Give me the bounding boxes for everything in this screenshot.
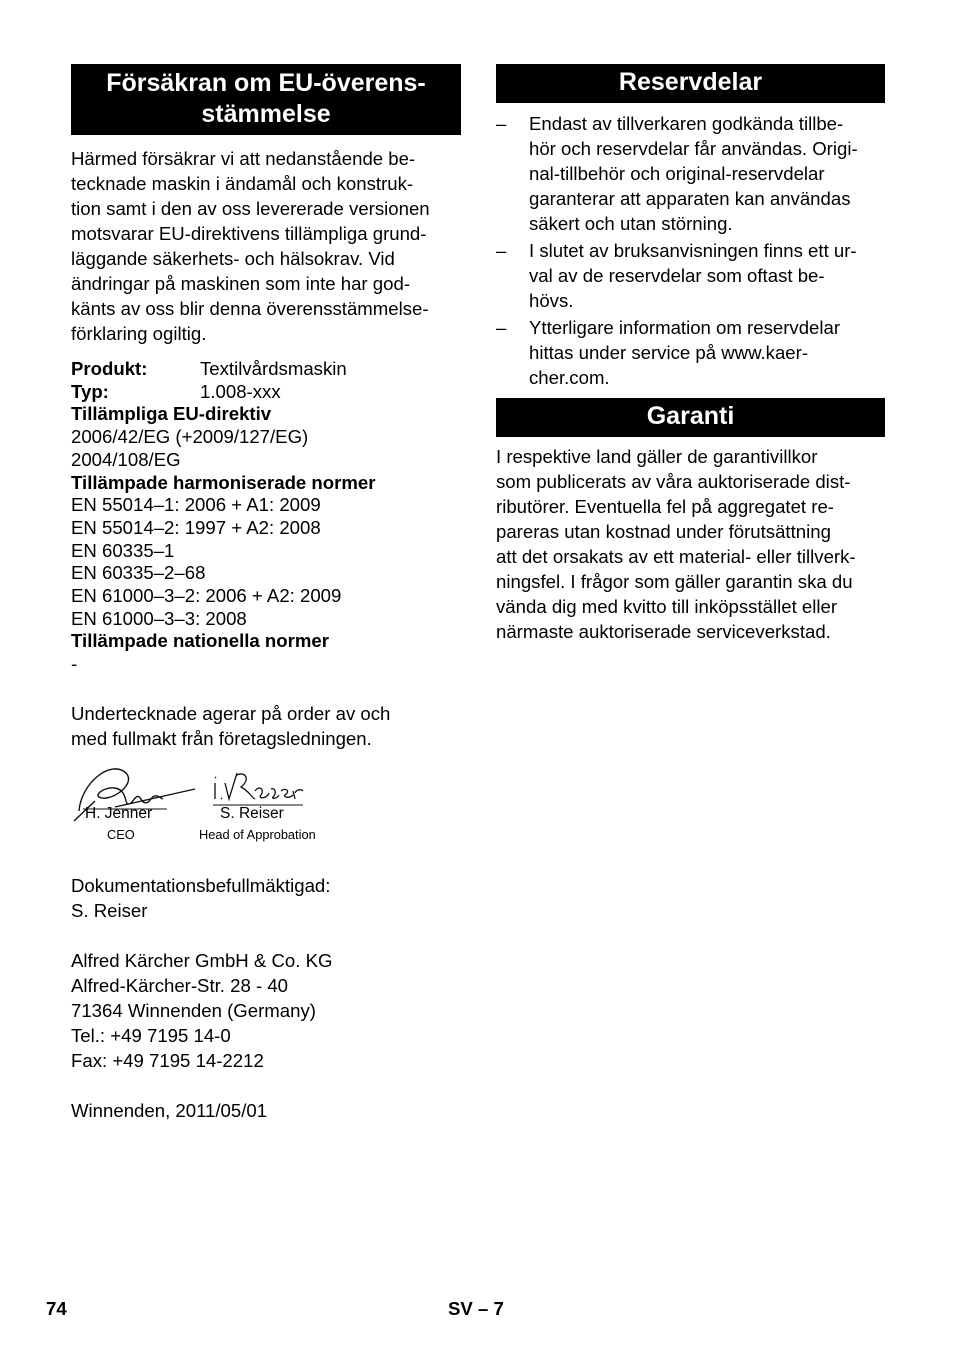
- place-date: Winnenden, 2011/05/01: [71, 1099, 268, 1121]
- intro-line: känts av oss blir denna överensstämmelse-: [71, 298, 429, 319]
- signed-line: Undertecknade agerar på order av och: [71, 702, 391, 724]
- intro-line: förklaring ogiltig.: [71, 323, 207, 344]
- warranty-line: ributörer. Eventuella fel på aggregatet re-: [496, 496, 834, 517]
- declaration-intro: [71, 146, 461, 346]
- signatory-2-name: S. Reiser: [220, 804, 284, 822]
- intro-line: tion samt i den av oss levererade versionen: [71, 198, 430, 219]
- standard-item: EN 60335–2–68: [71, 562, 206, 584]
- list-line: Endast av tillverkaren godkända tillbe-: [529, 113, 844, 134]
- warranty-line: ningsfel. I frågor som gäller garantin ska du: [496, 571, 853, 592]
- product-label: Produkt:: [71, 358, 148, 379]
- list-line: val av de reservdelar som oftast be-: [529, 265, 825, 286]
- national-value: -: [71, 653, 78, 675]
- national-heading: Tillämpade nationella normer: [71, 630, 329, 652]
- declaration-column: [71, 64, 461, 1123]
- signatures: [71, 763, 461, 873]
- list-line: I slutet av bruksanvisningen finns ett ur-: [529, 240, 857, 261]
- address-line: Fax: +49 7195 14-2212: [71, 1049, 264, 1071]
- list-item: [496, 111, 885, 236]
- type-label: Typ:: [71, 380, 109, 402]
- page-number: 74: [46, 1298, 67, 1319]
- address-line: Alfred-Kärcher-Str. 28 - 40: [71, 974, 289, 996]
- standard-item: EN 60335–1: [71, 539, 175, 561]
- declaration-heading: [71, 64, 461, 135]
- address-line: Alfred Kärcher GmbH & Co. KG: [71, 949, 333, 971]
- documentation-authority: [71, 873, 461, 923]
- standard-item: EN 61000–3–3: 2008: [71, 607, 247, 629]
- spacer: [71, 1073, 461, 1098]
- intro-line: ändringar på maskinen som inte har god-: [71, 273, 411, 294]
- intro-line: motsvarar EU-direktivens tillämpliga grund-: [71, 223, 427, 244]
- warranty-line: som publicerats av våra auktoriserade dist-: [496, 471, 851, 492]
- language-page-number: SV – 7: [448, 1298, 504, 1319]
- list-line: hittas under service på www.kaer-: [529, 342, 809, 363]
- declaration-heading-line2: stämmelse: [201, 100, 331, 128]
- signed-line: med fullmakt från företagsledningen.: [71, 727, 372, 749]
- warranty-heading: Garanti: [496, 398, 885, 437]
- list-line: Ytterligare information om reservdelar: [529, 317, 841, 338]
- list-line: cher.com.: [529, 367, 610, 388]
- type-row: [71, 381, 461, 404]
- list-item: [496, 238, 885, 313]
- doc-auth-line: Dokumentationsbefullmäktigad:: [71, 874, 331, 896]
- list-line: säkert och utan störning.: [529, 213, 733, 234]
- dash-bullet: –: [496, 113, 507, 134]
- spacer: [71, 676, 461, 701]
- product-row: [71, 358, 461, 381]
- list-line: hövs.: [529, 290, 574, 311]
- directive-item: 2004/108/EG: [71, 448, 181, 470]
- signatory-2-title: Head of Approbation: [199, 826, 316, 842]
- signature-reiser-icon: [211, 769, 307, 809]
- dash-bullet: –: [496, 240, 507, 261]
- intro-line: Härmed försäkrar vi att nedanstående be-: [71, 148, 416, 169]
- warranty-text: [496, 444, 885, 644]
- warranty-line: pareras utan kostnad under förutsättning: [496, 521, 831, 542]
- address-line: 71364 Winnenden (Germany): [71, 999, 316, 1021]
- product-specification: [71, 358, 461, 676]
- intro-line: läggande säkerhets- och hälsokrav. Vid: [71, 248, 395, 269]
- signatory-1-name: H. Jenner: [85, 804, 153, 822]
- signed-statement: [71, 701, 461, 751]
- warranty-line: att det orsakats av ett material- eller tillverk-: [496, 546, 856, 567]
- list-line: nal-tillbehör och original-reservdelar: [529, 163, 825, 184]
- address-line: Tel.: +49 7195 14-0: [71, 1024, 231, 1046]
- list-line: garanterar att apparaten kan användas: [529, 188, 851, 209]
- standard-item: EN 55014–1: 2006 + A1: 2009: [71, 494, 321, 516]
- spare-parts-list: [496, 111, 885, 390]
- spare-parts-heading: Reservdelar: [496, 64, 885, 103]
- declaration-heading-line1: Försäkran om EU-överens-: [106, 69, 426, 97]
- type-value: 1.008-xxx: [200, 380, 281, 402]
- dash-bullet: –: [496, 317, 507, 338]
- spacer: [71, 923, 461, 948]
- company-address: [71, 948, 461, 1073]
- list-line: hör och reservdelar får användas. Origi-: [529, 138, 858, 159]
- right-column: [496, 64, 885, 644]
- doc-auth-line: S. Reiser: [71, 899, 148, 921]
- directive-item: 2006/42/EG (+2009/127/EG): [71, 426, 309, 448]
- harmonised-heading: Tillämpade harmoniserade normer: [71, 471, 376, 493]
- standard-item: EN 55014–2: 1997 + A2: 2008: [71, 516, 321, 538]
- intro-line: tecknade maskin i ändamål och konstruk-: [71, 173, 414, 194]
- product-value: Textilvårdsmaskin: [200, 358, 347, 379]
- list-item: [496, 315, 885, 390]
- warranty-line: vända dig med kvitto till inköpsstället eller: [496, 596, 838, 617]
- warranty-line: närmaste auktoriserade serviceverkstad.: [496, 621, 831, 642]
- signatory-1-title: CEO: [107, 826, 135, 842]
- standard-item: EN 61000–3–2: 2006 + A2: 2009: [71, 585, 342, 607]
- directives-heading: Tillämpliga EU-direktiv: [71, 403, 272, 425]
- warranty-line: I respektive land gäller de garantivillkor: [496, 446, 818, 467]
